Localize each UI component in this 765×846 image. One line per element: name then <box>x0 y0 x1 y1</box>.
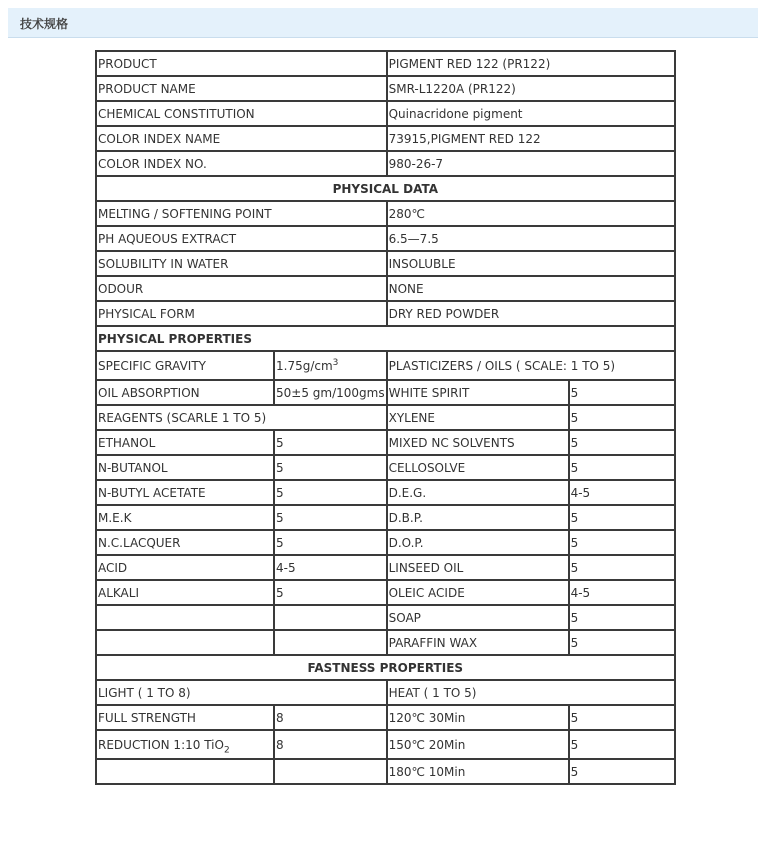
solvent-value: 5 <box>569 605 675 630</box>
table-row <box>96 151 675 176</box>
solvent-label: OLEIC ACIDE <box>387 580 569 605</box>
reagent-label: M.E.K <box>96 505 274 530</box>
table-row <box>96 276 675 301</box>
table-row <box>96 580 675 605</box>
heat-180-label: 180℃ 10Min <box>387 759 569 784</box>
table-row <box>96 101 675 126</box>
heat-180-value: 5 <box>569 759 675 784</box>
solvent-label: D.E.G. <box>387 480 569 505</box>
section-title: 技术规格 <box>20 17 69 31</box>
table-row <box>96 301 675 326</box>
table-row <box>96 455 675 480</box>
full-strength-value: 8 <box>274 705 387 730</box>
table-row <box>96 226 675 251</box>
reagent-value: 5 <box>274 530 387 555</box>
specific-gravity-label: SPECIFIC GRAVITY <box>96 351 274 380</box>
table-row <box>96 405 675 430</box>
reagents-heading: REAGENTS (SCARLE 1 TO 5) <box>96 405 387 430</box>
table-row <box>96 430 675 455</box>
table-row <box>96 326 675 351</box>
reagent-value: 5 <box>274 505 387 530</box>
solvent-value: 5 <box>569 555 675 580</box>
reagent-label <box>96 605 274 630</box>
table-row <box>96 730 675 759</box>
reagent-label <box>96 630 274 655</box>
reagent-value: 5 <box>274 455 387 480</box>
xylene-value: 5 <box>569 405 675 430</box>
color-index-no-value: 980-26-7 <box>387 151 675 176</box>
solvent-label: SOAP <box>387 605 569 630</box>
reagent-label: N-BUTYL ACETATE <box>96 480 274 505</box>
solvent-value: 5 <box>569 630 675 655</box>
solvent-value: 5 <box>569 530 675 555</box>
plasticizers-heading: PLASTICIZERS / OILS ( SCALE: 1 TO 5) <box>387 351 675 380</box>
oil-absorption-label: OIL ABSORPTION <box>96 380 274 405</box>
table-row <box>96 530 675 555</box>
table-row <box>96 51 675 76</box>
specific-gravity-exponent: 3 <box>332 357 339 368</box>
reagent-label: ETHANOL <box>96 430 274 455</box>
melting-point-label: MELTING / SOFTENING POINT <box>96 201 387 226</box>
reduction-subscript: 2 <box>223 744 230 755</box>
ph-value: 6.5—7.5 <box>387 226 675 251</box>
ph-label: PH AQUEOUS EXTRACT <box>96 226 387 251</box>
empty-cell <box>274 759 387 784</box>
solvent-value: 4-5 <box>569 480 675 505</box>
table-row <box>96 555 675 580</box>
reduction-value: 8 <box>274 730 387 759</box>
table-row <box>96 126 675 151</box>
odour-value: NONE <box>387 276 675 301</box>
reagent-label: N-BUTANOL <box>96 455 274 480</box>
white-spirit-value: 5 <box>569 380 675 405</box>
heat-heading: HEAT ( 1 TO 5) <box>387 680 675 705</box>
physical-form-label: PHYSICAL FORM <box>96 301 387 326</box>
physical-data-heading: PHYSICAL DATA <box>96 176 675 201</box>
light-heading: LIGHT ( 1 TO 8) <box>96 680 387 705</box>
melting-point-value: 280℃ <box>387 201 675 226</box>
xylene-label: XYLENE <box>387 405 569 430</box>
white-spirit-label: WHITE SPIRIT <box>387 380 569 405</box>
reagent-label: ACID <box>96 555 274 580</box>
solubility-value: INSOLUBLE <box>387 251 675 276</box>
physical-properties-heading: PHYSICAL PROPERTIES <box>96 326 675 351</box>
reagent-label: ALKALI <box>96 580 274 605</box>
product-name-label: PRODUCT NAME <box>96 76 387 101</box>
table-row <box>96 605 675 630</box>
fastness-properties-heading: FASTNESS PROPERTIES <box>96 655 675 680</box>
odour-label: ODOUR <box>96 276 387 301</box>
solvent-label: MIXED NC SOLVENTS <box>387 430 569 455</box>
empty-cell <box>96 759 274 784</box>
table-row <box>96 705 675 730</box>
reagent-value: 5 <box>274 430 387 455</box>
solvent-label: LINSEED OIL <box>387 555 569 580</box>
solvent-value: 5 <box>569 455 675 480</box>
table-row <box>96 759 675 784</box>
table-row <box>96 655 675 680</box>
table-row <box>96 351 675 380</box>
reduction-label <box>96 730 274 759</box>
color-index-name-label: COLOR INDEX NAME <box>96 126 387 151</box>
color-index-no-label: COLOR INDEX NO. <box>96 151 387 176</box>
table-row <box>96 380 675 405</box>
solubility-label: SOLUBILITY IN WATER <box>96 251 387 276</box>
solvent-label: PARAFFIN WAX <box>387 630 569 655</box>
chemical-constitution-label: CHEMICAL CONSTITUTION <box>96 101 387 126</box>
oil-absorption-value: 50±5 gm/100gms <box>274 380 387 405</box>
solvent-value: 5 <box>569 505 675 530</box>
full-strength-label: FULL STRENGTH <box>96 705 274 730</box>
reduction-text: REDUCTION 1:10 TiO <box>98 737 224 752</box>
table-row <box>96 680 675 705</box>
solvent-label: D.B.P. <box>387 505 569 530</box>
reagent-value <box>274 605 387 630</box>
solvent-label: D.O.P. <box>387 530 569 555</box>
section-header <box>8 8 758 38</box>
specific-gravity-value <box>274 351 387 380</box>
product-value: PIGMENT RED 122 (PR122) <box>387 51 675 76</box>
reagent-value: 4-5 <box>274 555 387 580</box>
reagent-value: 5 <box>274 480 387 505</box>
table-row <box>96 630 675 655</box>
product-label: PRODUCT <box>96 51 387 76</box>
heat-150-value: 5 <box>569 730 675 759</box>
table-row <box>96 251 675 276</box>
reagent-value: 5 <box>274 580 387 605</box>
reagent-label: N.C.LACQUER <box>96 530 274 555</box>
spec-table <box>95 50 676 785</box>
product-name-value: SMR-L1220A (PR122) <box>387 76 675 101</box>
heat-120-value: 5 <box>569 705 675 730</box>
solvent-value: 5 <box>569 430 675 455</box>
table-row <box>96 76 675 101</box>
table-row <box>96 201 675 226</box>
color-index-name-value: 73915,PIGMENT RED 122 <box>387 126 675 151</box>
table-row <box>96 176 675 201</box>
solvent-value: 4-5 <box>569 580 675 605</box>
reagent-value <box>274 630 387 655</box>
specific-gravity-number: 1.75g/cm <box>276 358 333 373</box>
heat-150-label: 150℃ 20Min <box>387 730 569 759</box>
solvent-label: CELLOSOLVE <box>387 455 569 480</box>
heat-120-label: 120℃ 30Min <box>387 705 569 730</box>
physical-form-value: DRY RED POWDER <box>387 301 675 326</box>
chemical-constitution-value: Quinacridone pigment <box>387 101 675 126</box>
table-row <box>96 505 675 530</box>
table-row <box>96 480 675 505</box>
